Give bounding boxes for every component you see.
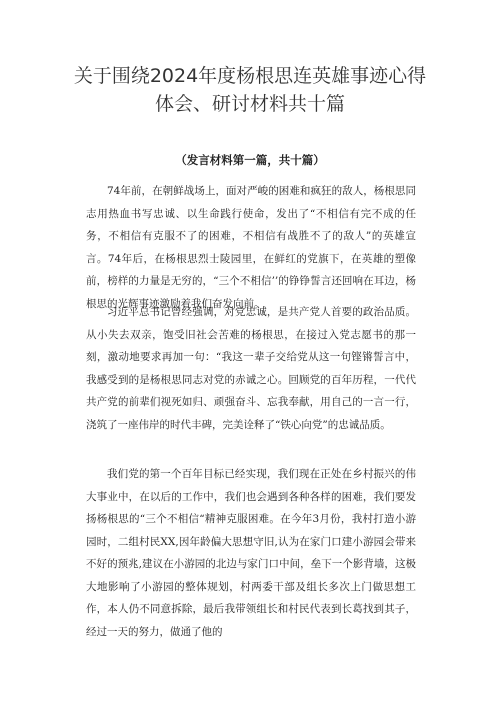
- paragraph-3: 我们党的第一个百年目标已经实现，我们现在正处在乡村振兴的伟大事业中，在以后的工作中，我们也会遇到各种各样的困难，我们要发扬杨根思的“三个不相信“精神克服困难。在今年3月份，我村打造小游园时，二组村民XX,因年龄偏大思想守旧,认为在家门口建小游园会带来不好的预兆,建议在小游园的北边与家门口中间，垒下一个影背墙，这极大地影响了小游园的整体规划，村两委干部及组长多次上门做思想工作，本人仍不同意拆除，最后我带领组长和村民代表到长葛找到其子，经过一天的努力，做通了他的: [86, 468, 416, 638]
- title-line-2: 体会、研讨材料共十篇: [154, 93, 345, 115]
- paragraph-2: 习近平总书记曾经强调，对党忠诚，是共产党人首要的政治品质。从小失去双亲，饱受旧社会苦难的杨根思，在接过入党志愿书的那一刻，激动地要求再加一句：“我这一辈子交给党从这一句铿锵誓言中，我感受到的是杨根思同志对党的赤诚之心。回顾党的百年历程，一代代共产党的前辈们视死如归、顽强奋斗、忘我奉献，用自己的一言一行，浇筑了一座伟岸的时代丰碑，完美诠释了“铁心向党”的忠诚品质。: [86, 306, 416, 431]
- document-subtitle: （发言材料第一篇，共十篇）: [175, 153, 325, 167]
- document-title: [60, 62, 440, 118]
- title-line-1: 关于围绕2024年度杨根思连英雄事迹心得: [73, 65, 427, 87]
- paragraph-1: 74年前，在朝鲜战场上，面对严峻的困难和疯狂的敌人，杨根思同志用热血书写忠诚、以生命践行使命，发出了“不相信有完不成的任务，不相信有克服不了的困难，不相信有战胜不了的敌人”的英雄宣言。74年后，在杨根思烈士陵园里，在鲜红的党旗下，在英雄的塑像前，榜样的力量是无穷的，“三个不相信’’的铮铮誓言还回响在耳边，杨根思的光辉事迹激励着我们奋发向前。: [86, 185, 416, 310]
